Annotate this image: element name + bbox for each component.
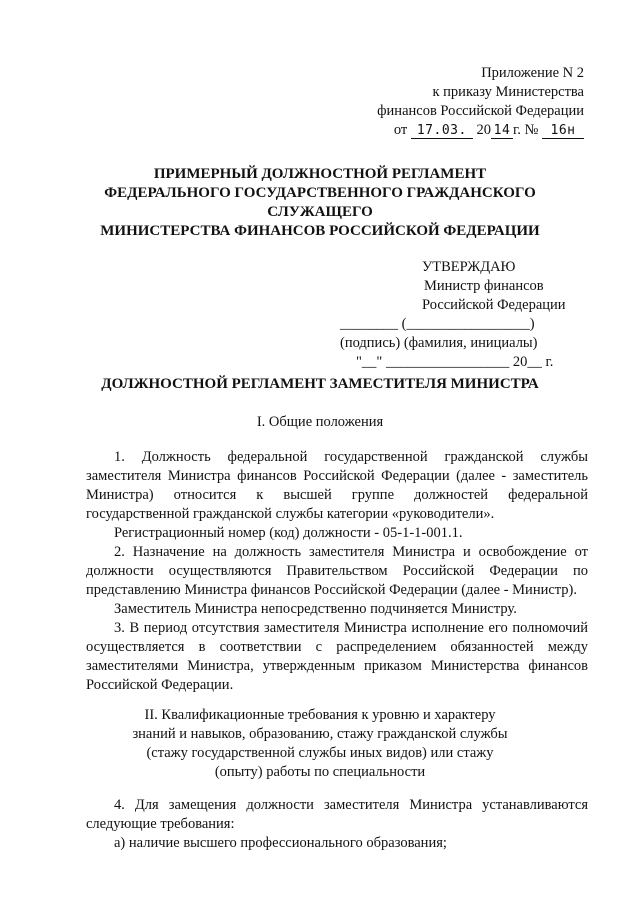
doc-title: ДОЛЖНОСТНОЙ РЕГЛАМЕНТ ЗАМЕСТИТЕЛЯ МИНИСТРА [101,376,539,392]
section-2-line-4: (опыту) работы по специальности [214,764,426,780]
paragraph-3: 3. В период отсутствия заместителя Министра исполнение его полномочий осуществляется в соответствии с распределением обязанностей между заместителями Министра, утвержденным приказом Министерства финансов Российской Федерации. [86,620,588,693]
appendix-title: Приложение N 2 [481,65,584,81]
section-2-body [86,796,588,853]
main-title-line-2: ФЕДЕРАЛЬНОГО ГОСУДАРСТВЕННОГО ГРАЖДАНСКОГО [104,185,536,201]
section-2-heading [0,706,640,782]
section-2-line-2: знаний и навыков, образованию, стажу гражданской службы [132,726,508,742]
appendix-block [377,64,584,140]
paragraph-reg-number: Регистрационный номер (код) должности - 05-1-1-001.1. [114,525,463,541]
appendix-ministry: финансов Российской Федерации [377,103,584,119]
main-title-line-1: ПРИМЕРНЫЙ ДОЛЖНОСТНОЙ РЕГЛАМЕНТ [153,166,487,182]
paragraph-1: 1. Должность федеральной государственной гражданской службы заместителя Министра финансов Российской Федерации (далее - заместитель Министра) относится к высшей группе должностей федеральной государственной гражданской службы категории «руководители». [86,449,588,522]
g-label: г. № [512,122,539,138]
appendix-date-line [377,121,584,140]
paragraph-subordination: Заместитель Министра непосредственно подчиняется Министру. [114,601,517,617]
paragraph-4: 4. Для замещения должности заместителя Министра устанавливаются следующие требования: [86,797,588,832]
section-1-heading: I. Общие положения [256,414,384,430]
date-prefix: от [393,122,408,138]
paragraph-4a: а) наличие высшего профессионального образования; [114,835,447,851]
year-prefix: 20 [476,122,491,138]
approval-date-line: "__" _________________ 20__ г. [356,354,554,370]
section-1-body [86,448,588,695]
order-year: 14 [491,124,513,139]
signature-caption: (подпись) (фамилия, инициалы) [340,335,538,351]
order-number: 16н [542,124,584,139]
paragraph-2: 2. Назначение на должность заместителя Министра и освобождение от должности осуществляются Правительством Российской Федерации по представлению Министра финансов Российской Федерации (далее - Министр). [86,544,588,598]
main-title-line-3: СЛУЖАЩЕГО [267,204,373,220]
section-2-line-3: (стажу государственной службы иных видов) или стажу [146,745,494,761]
section-2-line-1: II. Квалификационные требования к уровню и характеру [144,707,496,723]
approval-block [340,258,600,372]
main-title-line-4: МИНИСТЕРСТВА ФИНАНСОВ РОССИЙСКОЙ ФЕДЕРАЦИИ [100,223,540,239]
approve-label: УТВЕРЖДАЮ [422,259,516,275]
order-date: 17.03. [411,124,473,139]
appendix-order-ref: к приказу Министерства [432,84,584,100]
main-title [0,165,640,241]
approve-position-1: Министр финансов [424,278,544,294]
signature-line: ________ (_________________) [340,316,535,332]
approve-position-2: Российской Федерации [422,297,566,313]
